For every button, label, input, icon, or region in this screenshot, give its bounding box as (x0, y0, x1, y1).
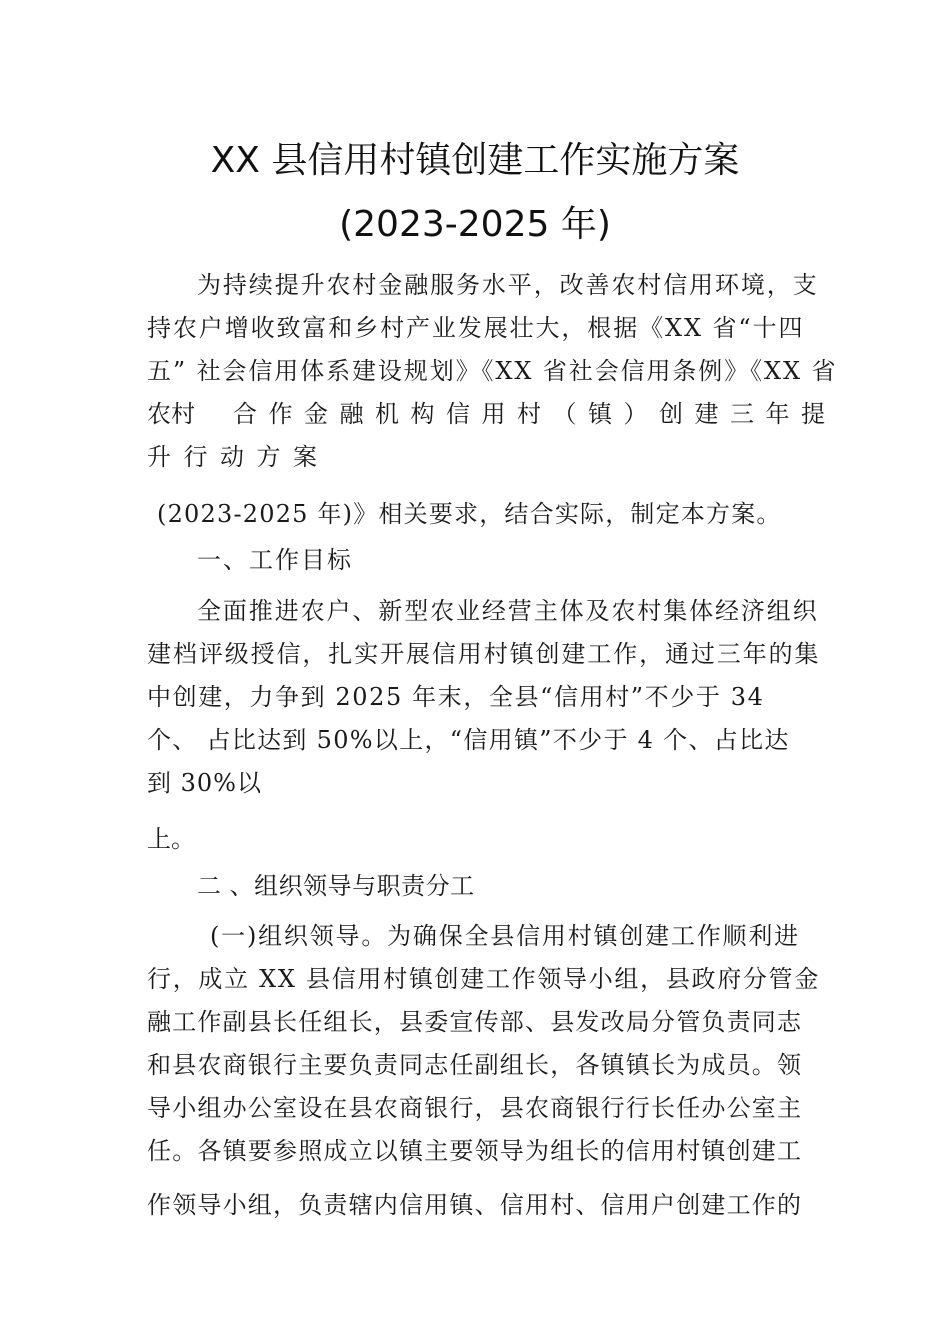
section2-line: 导小组办公室设在县农商银行，县农商银行行长任办公室主 (147, 1094, 803, 1122)
spaced-char: 升 (147, 443, 171, 471)
spaced-char: 机 (375, 400, 399, 428)
section1-line: 个、 占比达到 50%以上，“信用镇”不少于 4 个、占比达 (147, 726, 790, 754)
spaced-char: 金 (304, 400, 328, 428)
section2-line: 任。各镇要参照成立以镇主要领导为组长的信用村镇创建工 (147, 1137, 803, 1165)
spaced-char: 三 (730, 400, 754, 428)
spaced-char: 镇 (588, 400, 612, 428)
spaced-char: 提 (801, 400, 825, 428)
intro-line: (2023-2025 年)》相关要求，结合实际，制定本方案。 (157, 500, 782, 528)
spaced-char: 方 (256, 443, 281, 471)
spaced-char: 年 (765, 400, 790, 428)
intro-line-spaced (147, 442, 317, 472)
spaced-char: 案 (293, 443, 317, 471)
section1-line: 中创建，力争到 2025 年末，全县“信用村”不少于 34 (147, 683, 765, 711)
intro-line-spaced (233, 399, 825, 429)
section1-line: 上。 (147, 825, 195, 853)
spaced-char: 用 (481, 400, 506, 428)
spaced-char: 作 (268, 400, 293, 428)
section1-line: 建档评级授信，扎实开展信用村镇创建工作，通过三年的集 (147, 640, 821, 668)
section1-line: 全面推进农户、新型农业经营主体及农村集体经济组织 (197, 597, 819, 625)
spaced-char: 动 (220, 443, 244, 471)
spaced-char: （ (552, 400, 577, 428)
spaced-char: ） (623, 400, 648, 428)
spaced-char: 构 (410, 400, 435, 428)
spaced-char: 合 (233, 400, 257, 428)
section2-line: 行，成立 XX 县信用村镇创建工作领导小组，县政府分管金 (147, 965, 821, 993)
section2-line: 和县农商银行主要负责同志任副组长，各镇镇长为成员。领 (147, 1051, 803, 1079)
document-subtitle: (2023-2025 年) (339, 204, 611, 245)
spaced-char: 信 (446, 400, 470, 428)
intro-line: 持农户增收致富和乡村产业发展壮大，根据《XX 省“十四 (147, 314, 805, 342)
spaced-char: 行 (183, 443, 208, 471)
section2-line: (一)组织领导。为确保全县信用村镇创建工作顺利进 (210, 922, 800, 950)
section2-line: 作领导小组，负责辖内信用镇、信用村、信用户创建工作的 (147, 1191, 803, 1219)
spaced-char: 创 (659, 400, 683, 428)
document-title: XX 县信用村镇创建工作实施方案 (210, 140, 740, 181)
intro-line: 为持续提升农村金融服务水平，改善农村信用环境，支 (197, 271, 819, 299)
section2-line: 融工作副县长任组长，县委宣传部、县发改局分管负责同志 (147, 1008, 803, 1036)
spaced-char: 建 (694, 400, 719, 428)
section-heading: 一、工作目标 (197, 546, 353, 574)
spaced-char: 融 (339, 400, 364, 428)
section1-line: 到 30%以 (147, 769, 262, 797)
intro-line: 五” 社会信用体系建设规划》《XX 省社会信用条例》《XX 省 (147, 357, 838, 385)
spaced-char: 村 (517, 400, 541, 428)
intro-line-lead: 农村 (147, 400, 195, 428)
section-heading: 二 、组织领导与职责分工 (197, 872, 475, 900)
